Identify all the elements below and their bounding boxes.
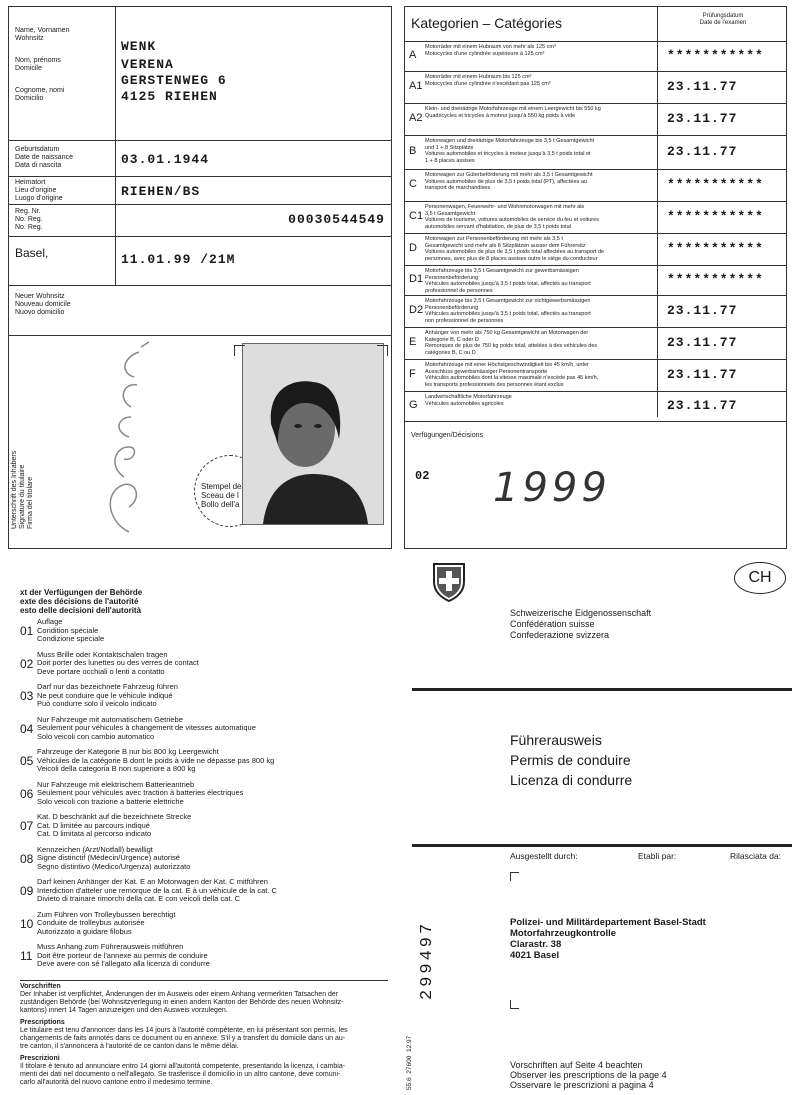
conditions-header: xt der Verfügungen der Behörde exte des décisions de l'autorité esto delle decisioni dell'autorità: [20, 588, 143, 615]
condition-number: 04: [20, 721, 34, 736]
category-description-line: 1 + 8 places assises: [425, 157, 475, 164]
reg-number-value: 00030544549: [288, 212, 385, 227]
category-exam-date: 23.11.77: [667, 79, 738, 94]
condition-text-line: Condition spéciale: [37, 625, 99, 635]
condition-text: [37, 781, 243, 807]
condition-text: [37, 846, 190, 872]
condition-text: [37, 651, 199, 677]
condition-text-line: Cat. D limitée au parcours indiqué: [37, 820, 150, 830]
category-exam-date: 23.11.77: [667, 144, 738, 159]
condition-text-line: Darf nur das bezeichnete Fahrzeug führen: [37, 682, 178, 691]
category-description-line: Gesamtgewicht und mehr als 8 Sitzplätzen ausser dem Führersitz: [425, 242, 586, 249]
document-title: Führerausweis Permis de conduire Licenza di condurre: [510, 732, 633, 788]
issuing-authority: Polizei- und Militärdepartement Basel-Stadt Motorfahrzeugkontrolle Clarastr. 38 4021 Basel: [510, 917, 706, 961]
category-description-line: Motorräder mit einem Hubraum von mehr als 125 cm³: [425, 44, 556, 50]
category-description-line: Voitures automobiles et tricycles à moteur jusqu'à 3,5 t poids total et: [425, 151, 591, 157]
category-description: [425, 330, 655, 356]
category-description-line: Véhicules automobiles agricoles: [425, 400, 504, 407]
category-exam-date: 23.11.77: [667, 398, 738, 413]
condition-text: [37, 748, 274, 774]
condition-text-line: Segno distintivo (Medico/Urgenza) autorizzato: [37, 861, 191, 871]
category-code: D1: [409, 273, 424, 285]
condition-text-line: Nur Fahrzeuge mit elektrischem Batterieantrieb: [37, 779, 195, 789]
condition-text-line: Muss Anhang zum Führerausweis mitführen: [37, 942, 184, 951]
category-exam-date: ***********: [667, 48, 764, 63]
prescriptions-title: Prescriptions: [20, 1019, 65, 1026]
condition-text: [37, 878, 277, 904]
category-exam-date: ***********: [667, 209, 764, 224]
category-row: [405, 41, 786, 72]
category-row: [405, 233, 786, 266]
condition-text-line: Seulement pour véhicules avec traction à batteries électriques: [37, 788, 244, 797]
category-description-line: Quadricycles et tricycles à moteur jusqu'à 550 kg poids à vide: [425, 112, 576, 119]
confederation-text: Schweizerische Eidgenossenschaft Confédération suisse Confederazione svizzera: [510, 608, 652, 640]
condition-item: [20, 651, 390, 683]
category-description-line: Motorwagen zur Güterbeförderung mit mehr als 3,5 t Gesamtgewicht: [425, 172, 593, 178]
category-code: C1: [409, 210, 424, 222]
category-description-line: Motorfahrzeuge bis 3,5 t Gesamtgewicht zur gewerbsmässigen: [425, 268, 579, 274]
rules-divider: [20, 980, 388, 981]
category-description-line: personnes, avec plus de 8 places assises outre le siège du conducteur: [425, 255, 598, 262]
reg-row: [9, 204, 391, 237]
category-description-line: und 1 + 8 Sitzplätze: [425, 144, 474, 151]
vorschriften-line: kantons) innert 14 Tagen anzuzeigen und den Ausweis vorzulegen.: [20, 1007, 228, 1014]
name-label-fr: Nom, prénoms Domicile: [15, 57, 61, 72]
category-description-line: Personenwagen, Feuerwehr- und Wohnmotorwagen mit mehr als: [425, 204, 585, 210]
reg-label: Reg. Nr. No. Reg. No. Reg.: [15, 208, 43, 231]
cover-page: [400, 560, 792, 1095]
category-description-line: Véhicules automobiles dont la vitesse maximale n'excède pas 45 km/h,: [425, 375, 599, 381]
address-corner-tl: [510, 872, 519, 881]
condition-item: [20, 846, 390, 878]
condition-number: 07: [20, 819, 34, 833]
category-row: [405, 135, 786, 170]
category-code: G: [409, 399, 418, 411]
dob-row: [9, 140, 391, 177]
photo-corner-tl: [234, 345, 245, 356]
category-exam-date: 23.11.77: [667, 303, 738, 318]
category-code: B: [409, 145, 417, 157]
name-row: [9, 7, 391, 141]
category-code: F: [409, 368, 416, 380]
prescrizioni-title: Prescrizioni: [20, 1055, 60, 1062]
condition-number: 01: [20, 624, 34, 638]
category-description: [425, 74, 655, 87]
category-description-line: Motorwagen und dreirädrige Motorfahrzeuge bis 3,5 t Gesamtgewicht: [425, 138, 595, 144]
top-rule: [412, 688, 792, 691]
handwritten-signature: [89, 337, 169, 537]
dob-label: Geburtsdatum Date de naissance Data di nascita: [15, 146, 73, 169]
condition-text-line: Deve avere con sé l'allegato alla licenza di condurre: [37, 959, 210, 968]
category-description-line: Anhänger von mehr als 750 kg Gesamtgewicht an Motorwagen der: [425, 330, 589, 336]
condition-text-line: Ne peut conduire que le véhicule indiqué: [37, 690, 173, 700]
issue-place: Basel,: [15, 246, 49, 260]
condition-number: 05: [20, 754, 34, 768]
handwritten-year: 1999: [493, 465, 611, 511]
category-description-line: Motorräder mit einem Hubraum bis 125 cm³: [425, 74, 532, 80]
condition-text-line: Conduite de trolleybus autorisée: [37, 918, 145, 927]
condition-text: [37, 911, 175, 937]
category-description-line: Kategorie B, C oder D: [425, 336, 479, 343]
category-description-line: Motorfahrzeuge bis 3,5 t Gesamtgewicht zur nichtgewerbsmässigen: [425, 298, 591, 304]
holder-photo: [242, 343, 384, 525]
condition-number: 11: [20, 949, 33, 963]
country-code: CH: [748, 569, 772, 586]
condition-number: 10: [20, 916, 34, 931]
category-description-line: les transports professionnels des personnes étant exclus: [425, 381, 564, 388]
category-row: [405, 327, 786, 360]
category-row: [405, 71, 786, 104]
category-description: [425, 298, 655, 324]
condition-text: [37, 716, 256, 742]
name-label-de: Name, Vornamen Wohnsitz: [15, 27, 70, 42]
decision-code: 02: [415, 469, 430, 483]
name-label-it: Cognome, nomi Domicilio: [15, 87, 65, 102]
conditions-page: [0, 560, 392, 1095]
decisions-label: Verfügungen/Décisions: [411, 432, 483, 439]
condition-number: 09: [20, 884, 34, 898]
category-exam-date: 23.11.77: [667, 367, 738, 382]
categories-page: [404, 6, 787, 549]
origin-label: Heimatort Lieu d'origine Luogo d'origine: [15, 179, 63, 202]
condition-text-line: Auflage: [37, 617, 63, 626]
condition-text-line: Seulement pour véhicules à changement de vitesses automatique: [37, 723, 256, 732]
category-exam-date: 23.11.77: [667, 111, 738, 126]
print-code: 55.6 27600 12.97: [406, 1035, 413, 1090]
rules-text: [20, 983, 388, 1087]
categories-title: Kategorien – Catégories: [411, 15, 562, 31]
dob-value: 03.01.1944: [121, 152, 210, 167]
category-description-line: Voitures automobiles de plus de 3,5 t poids total (PT), affectées au: [425, 178, 587, 185]
condition-text: [37, 943, 210, 969]
category-description: [425, 172, 655, 192]
condition-text-line: Muss Brille oder Kontaktschalen tragen: [37, 649, 168, 659]
condition-item: [20, 911, 390, 943]
condition-text-line: Darf keinen Anhänger der Kat. E an Motorwagen der Kat. C mitführen: [37, 877, 268, 886]
category-description-line: 3,5 t Gesamtgewicht: [425, 210, 476, 217]
category-code: E: [409, 336, 417, 348]
city-value: 4125 RIEHEN: [121, 89, 218, 104]
category-exam-date: ***********: [667, 272, 764, 287]
category-description-line: transport de marchandises: [425, 185, 491, 191]
notes-text: Vorschriften auf Seite 4 beachten Observer les prescriptions de la page 4 Osservare le prescrizioni a pagina 4: [510, 1060, 667, 1090]
category-description-line: Motorfahrzeuge mit einer Höchstgeschwindigkeit bis 45 km/h, unter: [425, 362, 589, 368]
condition-text-line: Nur Fahrzeuge mit automatischem Getriebe: [37, 714, 183, 724]
issued-by-fr: Etabli par:: [638, 851, 677, 861]
category-code: D: [409, 242, 417, 254]
category-row: [405, 201, 786, 234]
category-code: D2: [409, 304, 424, 316]
condition-item: [20, 716, 390, 748]
category-row: [405, 169, 786, 202]
category-description: [425, 44, 655, 57]
category-description-line: Voitures automobiles de plus de 3,5 t poids total affectées au transport de: [425, 249, 605, 255]
categories-header: [405, 7, 786, 42]
mid-rule: [412, 844, 792, 847]
issue-date: 11.01.99 /21M: [121, 252, 236, 267]
condition-text-line: Cat. D limitata al percorso indicato: [37, 829, 152, 838]
category-description-line: Véhicules automobiles jusqu'à 3,5 t poids total, affectés au transport: [425, 281, 591, 287]
category-description-line: Landwirtschaftliche Motorfahrzeuge: [425, 394, 512, 400]
category-description-line: Personenbeförderung: [425, 274, 479, 281]
condition-text-line: Kennzeichen (Arzt/Notfall) bewilligt: [37, 844, 153, 854]
category-description: [425, 236, 655, 262]
category-description: [425, 106, 655, 119]
category-row: [405, 359, 786, 392]
condition-item: [20, 943, 390, 975]
condition-text-line: Doit être porteur de l'annexe au permis de conduire: [37, 950, 208, 960]
condition-text-line: Veicoli della categoria B non superiore a 800 kg: [37, 764, 196, 773]
condition-number: 06: [20, 786, 34, 801]
category-code: A2: [409, 112, 423, 124]
category-description-line: catégories B, C ou D: [425, 349, 476, 356]
category-description-line: professionnel de personnes: [425, 287, 493, 294]
vorschriften-line: Der Inhaber ist verpflichtet, Änderungen der im Ausweis oder einem Anhang vermerkten Tatsachen der: [20, 991, 339, 998]
category-code: C: [409, 178, 417, 190]
category-description-line: Motocycles d'une cylindrée supérieure à 125 cm³: [425, 50, 545, 57]
surname-value: WENK: [121, 39, 157, 54]
condition-text-line: Véhicules de la catégorie B dont le poids à vide ne dépasse pas 800 kg: [37, 755, 275, 765]
category-exam-date: 23.11.77: [667, 335, 738, 350]
category-description-line: Ausschluss gewerbsmässiger Personentransporte: [425, 368, 548, 375]
category-description: [425, 268, 655, 294]
prescriptions-line: tre canton, il s'annoncera à l'autorité de ce canton dans le même délai.: [20, 1043, 239, 1050]
condition-text-line: Può condurre solo il veicolo indicato: [37, 699, 157, 708]
swiss-shield-icon: [432, 562, 466, 602]
category-code: A1: [409, 80, 423, 92]
new-address-label: Neuer Wohnsitz Nouveau domicile Nuovo domicilio: [15, 293, 71, 316]
category-description-line: Motorwagen zur Personenbeförderung mit mehr als 3,5 t: [425, 236, 563, 242]
vorschriften-line: zuständigen Behörde (bei Wohnsitzverlegung in einen andern Kanton der Behörde des neuen Wohnsitz-: [20, 999, 344, 1006]
condition-item: [20, 618, 390, 650]
condition-text-line: Fahrzeuge der Kategorie B nur bis 800 kg Leergewicht: [37, 747, 219, 756]
origin-value: RIEHEN/BS: [121, 184, 201, 199]
category-description: [425, 362, 655, 388]
condition-item: [20, 748, 390, 780]
category-description: [425, 394, 655, 407]
condition-number: 08: [20, 851, 34, 866]
portrait-image: [243, 344, 383, 524]
prescrizioni-line: Il titolare è tenuto ad annunciare entro 14 giorni all'autorità competente, presentando la licenza, i cambia-: [20, 1063, 346, 1070]
category-description-line: non professionnel de personnes: [425, 317, 504, 324]
category-description-line: Remorques de plus de 750 kg poids total, attelées à des véhicules des: [425, 343, 598, 349]
condition-text-line: Signe distinctif (Médecin/Urgence) autorisé: [37, 853, 180, 862]
condition-text: [37, 813, 191, 839]
condition-number: 02: [20, 656, 34, 671]
condition-number: 03: [20, 689, 34, 703]
address-corner-bl: [510, 1000, 519, 1009]
condition-text-line: Solo veicoli con cambio automatico: [37, 731, 155, 741]
condition-text: [37, 683, 178, 709]
condition-text-line: Interdiction d'atteler une remorque de la cat. E à un véhicule de la cat. C: [37, 885, 277, 895]
issued-by-it: Rilasciata da:: [730, 851, 782, 861]
category-code: A: [409, 49, 417, 61]
condition-text: [37, 618, 104, 644]
country-oval: [734, 562, 786, 594]
condition-text-line: Deve portare occhiali o lenti a contatto: [37, 666, 165, 676]
condition-text-line: Autorizzato a guidare filobus: [37, 926, 132, 936]
category-description-line: Personenbeförderung: [425, 304, 479, 311]
photo-corner-tr: [377, 345, 388, 356]
condition-text-line: Condizione speciale: [37, 634, 105, 643]
category-description-line: Voitures de tourisme, voitures automobiles de service du feu et voitures: [425, 217, 599, 223]
origin-row: [9, 176, 391, 205]
issue-row: [9, 236, 391, 286]
category-row: [405, 265, 786, 296]
condition-item: [20, 813, 390, 845]
category-row: [405, 103, 786, 136]
category-description-line: Véhicules automobiles jusqu'à 3,5 t poids total, affectés au transport: [425, 311, 591, 317]
vorschriften-title: Vorschriften: [20, 983, 61, 990]
given-name-value: VERENA: [121, 57, 174, 72]
new-address-row: [9, 285, 391, 336]
street-value: GERSTENWEG 6: [121, 73, 227, 88]
prescriptions-line: changements de faits annotés dans ce document ou en annexe. S'il y a transfert du domicile dans un au-: [20, 1035, 346, 1042]
condition-text-line: Doit porter des lunettes ou des verres de contact: [37, 658, 199, 667]
category-description-line: Motocycles d'une cylindrée n'excédant pas 125 cm³: [425, 80, 551, 87]
prescrizioni-line: menti dei dati nel documento o nell'allegato. Se trasferisce il domicilio in un altro cantone, deve comuni-: [20, 1071, 341, 1078]
condition-item: [20, 683, 390, 715]
prescrizioni-line: carlo all'autorità del nuovo cantone entro il medesimo termine.: [20, 1079, 213, 1086]
personal-data-page: [8, 6, 392, 549]
condition-text-line: Divieto di trainare rimorchi della cat. E con veicoli della cat. C: [37, 894, 241, 903]
category-description: [425, 204, 655, 230]
condition-item: [20, 878, 390, 910]
issued-by-de: Ausgestellt durch:: [510, 851, 578, 861]
category-description-line: Klein- und dreirädrige Motorfahrzeuge mit einem Leergewicht bis 550 kg: [425, 106, 601, 112]
category-description: [425, 138, 655, 164]
condition-item: [20, 781, 390, 813]
category-description-line: automobiles servant d'habitation, de plus de 3,5 t poids total: [425, 223, 571, 230]
stamp-label: Stempel de Sceau de l Bollo dell'a: [201, 482, 242, 509]
condition-text-line: Kat. D beschränkt auf die bezeichnete Strecke: [37, 812, 192, 821]
category-exam-date: ***********: [667, 177, 764, 192]
exam-date-label: Prüfungsdatum Date de l'examen: [699, 13, 747, 26]
category-row: [405, 295, 786, 328]
signature-label: Unterschrift des Inhabers Signature du titulaire Firma del titolare: [11, 450, 34, 529]
category-row: [405, 391, 786, 422]
prescriptions-line: Le titulaire est tenu d'annoncer dans les 14 jours à l'autorité compétente, en lui présentant son permis, les: [20, 1027, 348, 1034]
category-exam-date: ***********: [667, 241, 764, 256]
condition-text-line: Zum Führen von Trolleybussen berechtigt: [37, 909, 176, 919]
condition-text-line: Solo veicoli con trazione a batterie elettriche: [37, 796, 184, 806]
serial-number: 299497: [418, 920, 437, 1000]
